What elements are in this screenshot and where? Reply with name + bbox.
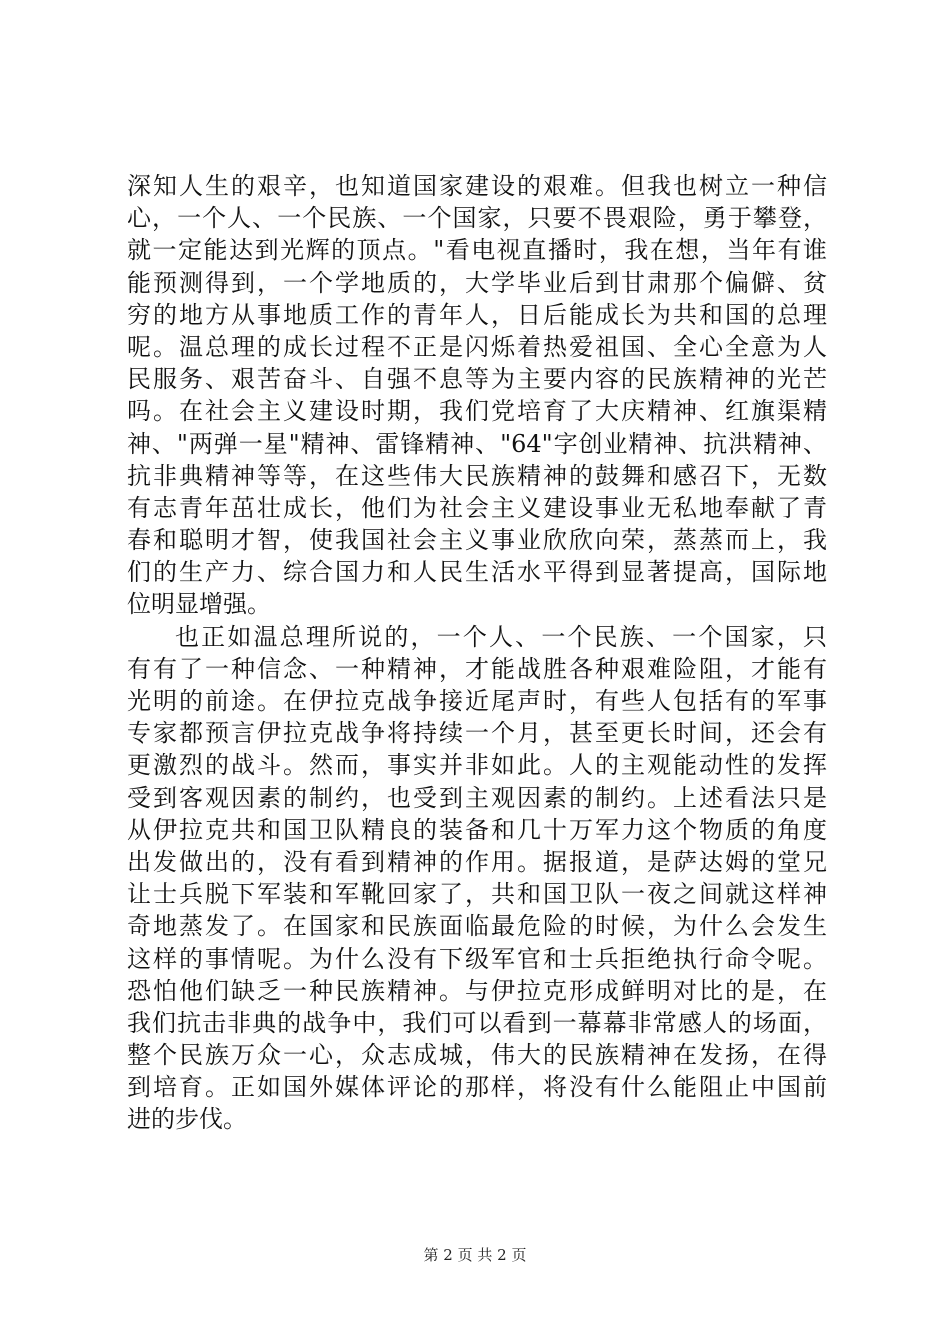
text-line: 春和聪明才智，使我国社会主义事业欣欣向荣，蒸蒸而上，我	[127, 526, 827, 555]
paragraph-1	[127, 170, 827, 621]
paragraph-2	[127, 621, 827, 1136]
text-line: 深知人生的艰辛，也知道国家建设的艰难。但我也树立一种信	[127, 172, 827, 200]
text-line: 让士兵脱下军装和军靴回家了，共和国卫队一夜之间就这样神	[127, 880, 827, 909]
text-line: 从伊拉克共和国卫队精良的装备和几十万军力这个物质的角度	[127, 815, 827, 844]
text-line: 恐怕他们缺乏一种民族精神。与伊拉克形成鲜明对比的是，在	[127, 976, 827, 1005]
text-line: 呢。温总理的成长过程不正是闪烁着热爱祖国、全心全意为人	[127, 332, 827, 361]
text-line: 也正如温总理所说的，一个人、一个民族、一个国家，只	[175, 622, 827, 651]
text-line: 穷的地方从事地质工作的青年人，日后能成长为共和国的总理	[127, 300, 827, 329]
text-line: 能预测得到，一个学地质的，大学毕业后到甘肃那个偏僻、贫	[127, 268, 827, 297]
text-line: 光明的前途。在伊拉克战争接近尾声时，有些人包括有的军事	[127, 687, 827, 715]
text-line: 奇地蒸发了。在国家和民族面临最危险的时候，为什么会发生	[127, 912, 827, 941]
text-line: 吗。在社会主义建设时期，我们党培育了大庆精神、红旗渠精	[127, 397, 827, 426]
text-line: 我们抗击非典的战争中，我们可以看到一幕幕非常感人的场面，	[127, 1008, 827, 1037]
text-line: 心，一个人、一个民族、一个国家，只要不畏艰险，勇于攀登，	[127, 204, 827, 233]
text-line: 位明显增强。	[127, 590, 271, 619]
text-line: 出发做出的，没有看到精神的作用。据报道，是萨达姆的堂兄	[127, 847, 827, 876]
text-line: 进的步伐。	[127, 1105, 247, 1134]
text-line: 有志青年茁壮成长，他们为社会主义建设事业无私地奉献了青	[127, 493, 827, 522]
body-text	[127, 170, 827, 1136]
text-line: 抗非典精神等等，在这些伟大民族精神的鼓舞和感召下，无数	[127, 461, 827, 490]
text-line: 这样的事情呢。为什么没有下级军官和士兵拒绝执行命令呢。	[127, 944, 827, 973]
page-footer	[0, 1245, 950, 1265]
text-line: 专家都预言伊拉克战争将持续一个月，甚至更长时间，还会有	[127, 719, 827, 748]
text-line: 神、"两弹一星"精神、雷锋精神、"64"字创业精神、抗洪精神、	[127, 429, 827, 458]
text-line: 就一定能达到光辉的顶点。"看电视直播时，我在想，当年有谁	[127, 236, 827, 265]
text-line: 到培育。正如国外媒体评论的那样，将没有什么能阻止中国前	[127, 1073, 827, 1102]
text-line: 有有了一种信念、一种精神，才能战胜各种艰难险阻，才能有	[127, 654, 827, 683]
text-line: 们的生产力、综合国力和人民生活水平得到显著提高，国际地	[127, 558, 827, 587]
text-line: 更激烈的战斗。然而，事实并非如此。人的主观能动性的发挥	[127, 751, 827, 780]
text-line: 受到客观因素的制约，也受到主观因素的制约。上述看法只是	[127, 783, 827, 812]
text-line: 整个民族万众一心，众志成城，伟大的民族精神在发扬，在得	[127, 1041, 827, 1070]
text-line: 民服务、艰苦奋斗、自强不息等为主要内容的民族精神的光芒	[127, 365, 827, 394]
page-number-label: 第 2 页 共 2 页	[423, 1246, 527, 1264]
